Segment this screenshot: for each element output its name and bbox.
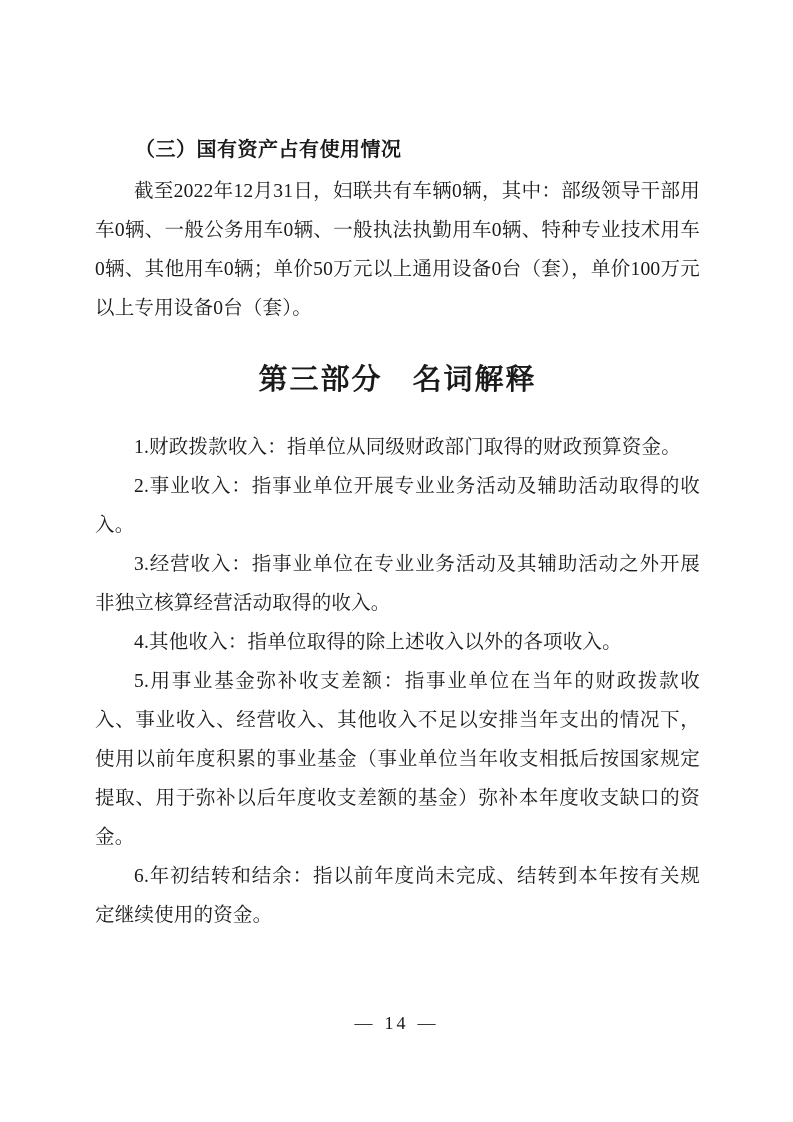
glossary-item: 4.其他收入：指单位取得的除上述收入以外的各项收入。 (134, 632, 622, 653)
glossary-item: 5.用事业基金弥补收支差额：指事业单位在当年的财政拨款收入、事业收入、经营收入、其他收入不足以安排当年支出的情况下，使用以前年度积累的事业基金（事业单位当年收支相抵后按国家规定提取、用于弥补以后年度收支差额的基金）弥补本年度收支缺口的资金。 (95, 671, 700, 848)
glossary-item: 6.年初结转和结余：指以前年度尚未完成、结转到本年按有关规定继续使用的资金。 (95, 866, 700, 926)
document-body (95, 130, 700, 935)
part-title-right: 名词解释 (412, 364, 537, 396)
section-heading: （三）国有资产占有使用情况 (135, 139, 402, 161)
page-footer (0, 1013, 793, 1034)
glossary-item: 3.经营收入：指事业单位在专业业务活动及其辅助活动之外开展非独立核算经营活动取得的收入。 (95, 554, 700, 614)
footer-left-dash: — (354, 1013, 376, 1033)
footer-right-dash: — (417, 1013, 439, 1033)
part-title-left: 第三部分 (258, 364, 383, 396)
part-title (95, 354, 700, 406)
glossary-list (95, 428, 700, 935)
glossary-item: 1.财政拨款收入：指单位从同级财政部门取得的财政预算资金。 (134, 437, 681, 458)
glossary-item: 2.事业收入：指事业单位开展专业业务活动及辅助活动取得的收入。 (95, 476, 700, 536)
section-paragraph: 截至2022年12月31日，妇联共有车辆0辆，其中：部级领导干部用车0辆、一般公务用车0辆、一般执法执勤用车0辆、特种专业技术用车0辆、其他用车0辆；单价50万元以上通用设备0台（套），单价100万元以上专用设备0台（套）。 (95, 181, 700, 319)
page-number: 14 (384, 1013, 409, 1033)
